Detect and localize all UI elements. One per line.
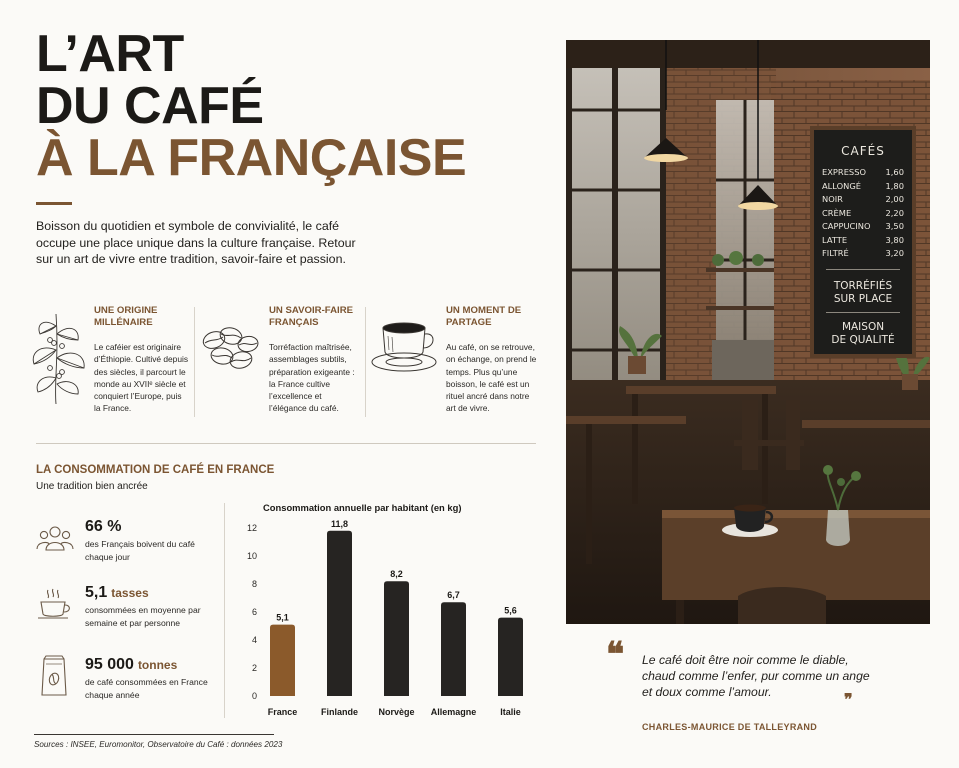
feature-divider — [194, 307, 195, 417]
chart-title: Consommation annuelle par habitant (en kg) — [263, 502, 462, 513]
coffee-plant-icon — [26, 306, 92, 406]
consumption-subtitle: Une tradition bien ancrée — [36, 481, 148, 492]
x-tick-label: Norvège — [378, 707, 415, 717]
stat-cups — [85, 584, 225, 629]
intro-text: Boisson du quotidien et symbole de convivialité, le café occupe une place unique dans la culture française. Retour sur un art de vivre entre tradition, savoir-faire et passion. — [36, 219, 356, 266]
y-tick-label: 2 — [251, 663, 257, 673]
title-line-3: À LA FRANÇAISE — [36, 129, 467, 187]
y-tick-label: 6 — [251, 607, 257, 617]
x-tick-label: Italie — [500, 707, 521, 717]
sources-text: Sources : INSEE, Euromonitor, Observatoire du Café : données 2023 — [34, 740, 283, 749]
sources-rule — [34, 734, 274, 735]
bar-value-label: 6,7 — [447, 590, 460, 601]
feature-origin — [94, 305, 190, 415]
page-title — [36, 25, 467, 187]
stats-chart-divider — [224, 503, 225, 718]
cup-icon — [36, 586, 72, 627]
y-tick-label: 12 — [246, 523, 257, 533]
menu-roasted: TORRÉFIÉS SUR PLACE — [833, 279, 893, 305]
menu-item: EXPRESSO 1,60 — [822, 167, 904, 177]
menu-board — [812, 128, 914, 356]
stat-tonnes — [85, 656, 225, 701]
menu-heading: CAFÉS — [841, 144, 885, 158]
quote-text: Le café doit être noir comme le diable, chaud comme l’enfer, pur comme un ange et doux comme l’amour. — [642, 653, 870, 699]
stat-daily — [85, 518, 225, 563]
title-line-2: DU CAFÉ — [36, 77, 264, 135]
y-tick-label: 10 — [246, 551, 257, 561]
coffee-bag-icon — [40, 655, 68, 702]
consumption-title: LA CONSOMMATION DE CAFÉ EN FRANCE — [36, 464, 275, 476]
x-tick-label: Allemagne — [430, 707, 477, 717]
coffee-beans-icon — [200, 322, 262, 372]
stat-tonnes-number: 95 000 — [85, 656, 134, 673]
feature-origin-text: Le caféier est originaire d’Éthiopie. Cultivé depuis des siècles, il parcourt le monde au XVIIᵉ siècle et conquiert l’Europe, puis la France. — [94, 342, 189, 414]
feature-savoir-faire-text: Torréfaction maîtrisée, assemblages subtils, préparation exigeante : la France cultive l’excellence et l’élégance du café. — [269, 342, 355, 414]
feature-partage — [446, 305, 538, 415]
menu-item: CRÈME 2,20 — [822, 207, 904, 218]
menu-item: LATTE 3,80 — [822, 234, 904, 245]
stat-cups-unit: tasses — [111, 586, 149, 600]
menu-item: FILTRÉ 3,20 — [822, 248, 904, 258]
feature-origin-heading: UNE ORIGINE MILLÉNAIRE — [94, 305, 158, 328]
stat-cups-number: 5,1 — [85, 584, 108, 601]
stat-daily-desc: des Français boivent du café chaque jour — [85, 539, 195, 562]
people-icon — [36, 524, 74, 557]
x-tick-label: France — [267, 707, 298, 717]
bar-value-label: 5,1 — [276, 612, 289, 623]
y-tick-label: 4 — [251, 635, 257, 645]
y-tick-label: 0 — [251, 691, 257, 701]
menu-item: CAPPUCINO 3,50 — [822, 221, 904, 231]
bar-value-label: 11,8 — [330, 518, 349, 529]
quote-open-icon: ❝ — [606, 635, 625, 675]
title-underline — [36, 202, 72, 205]
menu-item: ALLONGÉ 1,80 — [822, 180, 904, 191]
feature-savoir-faire-heading: UN SAVOIR-FAIRE FRANÇAIS — [269, 305, 354, 328]
stat-tonnes-desc: de café consommées en France chaque année — [85, 677, 208, 700]
coffee-cup-icon — [370, 318, 438, 374]
stat-cups-desc: consommées en moyenne par semaine et par personne — [85, 605, 201, 628]
bar — [498, 618, 523, 696]
x-tick-label: Finlande — [320, 707, 359, 717]
bar — [441, 602, 466, 696]
bar — [270, 625, 295, 696]
bar-value-label: 8,2 — [390, 569, 403, 580]
stat-daily-number: 66 % — [85, 518, 122, 535]
bar — [384, 581, 409, 696]
feature-partage-text: Au café, on se retrouve, on échange, on prend le temps. Plus qu’une boisson, le café est un rituel ancré dans notre art de vivre. — [446, 342, 537, 414]
menu-item: NOIR 2,00 — [822, 194, 904, 204]
cafe-photo — [566, 40, 930, 624]
bar-chart — [234, 512, 544, 724]
bar — [327, 531, 352, 696]
stat-tonnes-unit: tonnes — [137, 658, 178, 672]
bar-value-label: 5,6 — [504, 605, 517, 616]
section-divider — [36, 443, 536, 444]
feature-divider — [365, 307, 366, 417]
quote-close-icon: ❞ — [844, 690, 853, 709]
menu-quality: MAISON DE QUALITÉ — [831, 320, 895, 346]
feature-partage-heading: UN MOMENT DE PARTAGE — [446, 305, 522, 328]
feature-savoir-faire — [269, 305, 359, 415]
y-tick-label: 8 — [251, 579, 257, 589]
quote-author: CHARLES-MAURICE DE TALLEYRAND — [642, 722, 818, 732]
title-line-1: L’ART — [36, 25, 184, 83]
menu-list — [812, 166, 914, 261]
